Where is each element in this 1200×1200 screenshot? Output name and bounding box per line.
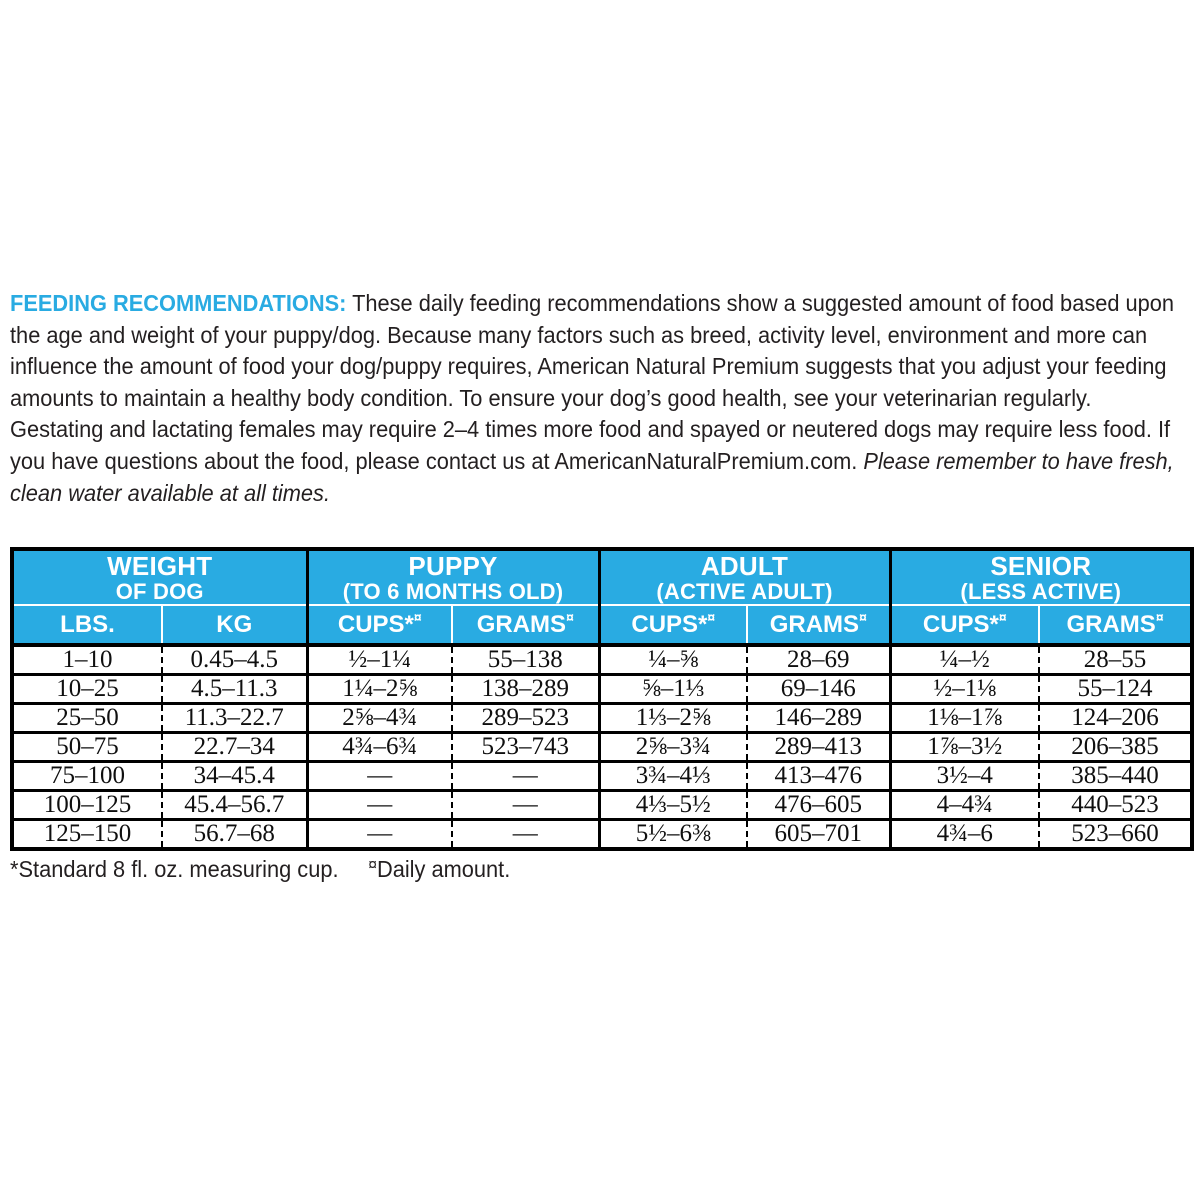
table-cell: 3½–4 — [890, 762, 1039, 791]
table-cell: 146–289 — [747, 704, 890, 733]
table-group-header-row — [12, 549, 1192, 605]
table-cell: 523–660 — [1039, 820, 1192, 850]
footnote-marker: ¤ — [413, 608, 422, 625]
table-cell: 28–69 — [747, 645, 890, 675]
table-cell: 0.45–4.5 — [162, 645, 307, 675]
table-cell: 1⅛–1⅞ — [890, 704, 1039, 733]
table-cell: 45.4–56.7 — [162, 791, 307, 820]
table-cell: 2⅝–4¾ — [307, 704, 452, 733]
cup-footnote: *Standard 8 fl. oz. measuring cup. — [10, 856, 339, 882]
table-cell: 440–523 — [1039, 791, 1192, 820]
table-cell: 385–440 — [1039, 762, 1192, 791]
table-cell: 34–45.4 — [162, 762, 307, 791]
group-title-senior: SENIOR — [990, 551, 1092, 581]
paragraph-text — [10, 288, 1190, 509]
table-cell: 22.7–34 — [162, 733, 307, 762]
table-cell: 50–75 — [12, 733, 162, 762]
group-subtitle-puppy: (TO 6 MONTHS OLD) — [342, 579, 564, 604]
table-cell: — — [307, 820, 452, 850]
table-cell: 69–146 — [747, 675, 890, 704]
table-cell: 476–605 — [747, 791, 890, 820]
group-title-adult: ADULT — [700, 551, 789, 581]
daily-footnote-text: Daily amount. — [376, 856, 511, 882]
table-cell: ¼–½ — [890, 645, 1039, 675]
table-cell: — — [452, 791, 599, 820]
table-row — [12, 733, 1192, 762]
table-row — [12, 820, 1192, 850]
table-cell: 413–476 — [747, 762, 890, 791]
table-cell: 605–701 — [747, 820, 890, 850]
table-cell: — — [307, 791, 452, 820]
col-group-senior — [890, 549, 1192, 605]
table-cell: 138–289 — [452, 675, 599, 704]
col-senior-grams — [1039, 605, 1192, 645]
group-title-puppy: PUPPY — [408, 551, 498, 581]
table-cell: 289–523 — [452, 704, 599, 733]
subheader-label: GRAMS — [1066, 610, 1156, 638]
footnote-marker: ¤ — [1155, 608, 1164, 625]
table-row — [12, 704, 1192, 733]
daily-footnote — [368, 856, 510, 882]
col-group-adult — [599, 549, 890, 605]
col-puppy-cups — [307, 605, 452, 645]
feeding-table — [10, 547, 1194, 851]
table-cell: 55–138 — [452, 645, 599, 675]
table-cell: 55–124 — [1039, 675, 1192, 704]
table-cell: 1⅞–3½ — [890, 733, 1039, 762]
table-cell: 124–206 — [1039, 704, 1192, 733]
table-cell: 56.7–68 — [162, 820, 307, 850]
table-cell: 25–50 — [12, 704, 162, 733]
col-senior-cups — [890, 605, 1039, 645]
subheader-label: CUPS* — [631, 610, 708, 638]
table-cell: 4¾–6¾ — [307, 733, 452, 762]
table-row — [12, 762, 1192, 791]
table-cell: ¼–⅝ — [599, 645, 747, 675]
table-cell: 4¾–6 — [890, 820, 1039, 850]
subheader-label: GRAMS — [476, 610, 567, 638]
table-cell: ⅝–1⅓ — [599, 675, 747, 704]
table-cell: 4.5–11.3 — [162, 675, 307, 704]
subheader-label: CUPS* — [922, 610, 999, 638]
table-cell: 5½–6⅜ — [599, 820, 747, 850]
table-cell: ½–1¼ — [307, 645, 452, 675]
feeding-table-body — [12, 645, 1192, 849]
paragraph-body: These daily feeding recommendations show a suggested amount of food based upon the age and weight of your puppy/dog. Because many factors such as breed, activity level, environment and more can influence the amount of food your dog/puppy requires, American Natural Premium suggests that you adjust your feeding amounts to maintain a healthy body condition. To ensure your dog’s good health, see your veterinarian regularly. Gestating and lactating females may require 2–4 times more food and spayed or neutered dogs may require less food. If you have questions about the food, please contact us at AmericanNaturalPremium.com. — [10, 290, 1175, 474]
subheader-label: LBS. — [60, 610, 115, 638]
col-group-weight — [12, 549, 307, 605]
table-cell: 3¾–4⅓ — [599, 762, 747, 791]
subheader-label: GRAMS — [769, 610, 860, 638]
table-cell: 11.3–22.7 — [162, 704, 307, 733]
group-subtitle-adult: (ACTIVE ADULT) — [656, 579, 833, 604]
table-cell: — — [452, 820, 599, 850]
subheader-label: CUPS* — [337, 610, 414, 638]
table-cell: 100–125 — [12, 791, 162, 820]
footnote-marker: ¤ — [859, 608, 867, 625]
table-subheader-row — [12, 605, 1192, 645]
table-cell: — — [452, 762, 599, 791]
col-group-puppy — [307, 549, 599, 605]
footnote-text — [10, 856, 1190, 883]
table-row — [12, 645, 1192, 675]
group-title-weight: WEIGHT — [107, 551, 213, 581]
table-cell: 4–4¾ — [890, 791, 1039, 820]
col-adult-grams — [747, 605, 890, 645]
table-cell: 1⅓–2⅝ — [599, 704, 747, 733]
table-cell: — — [307, 762, 452, 791]
footnote-marker: ¤ — [998, 608, 1007, 625]
footnote-marker: ¤ — [566, 608, 574, 625]
footnotes — [10, 856, 1190, 883]
table-cell: 523–743 — [452, 733, 599, 762]
table-cell: 206–385 — [1039, 733, 1192, 762]
group-subtitle-weight: OF DOG — [115, 579, 204, 604]
table-row — [12, 675, 1192, 704]
col-puppy-grams — [452, 605, 599, 645]
table-cell: 4⅓–5½ — [599, 791, 747, 820]
water-reminder-note: Please remember to have fresh, clean water available at all times. — [10, 447, 1174, 506]
table-cell: 1–10 — [12, 645, 162, 675]
col-kg — [162, 605, 307, 645]
col-lbs — [12, 605, 162, 645]
table-cell: 75–100 — [12, 762, 162, 791]
table-cell: 2⅝–3¾ — [599, 733, 747, 762]
table-cell: 10–25 — [12, 675, 162, 704]
footnote-marker: ¤ — [707, 608, 716, 625]
subheader-label: KG — [216, 610, 253, 638]
table-cell: 1¼–2⅝ — [307, 675, 452, 704]
table-cell: 125–150 — [12, 820, 162, 850]
col-adult-cups — [599, 605, 747, 645]
feeding-recommendations-label: FEEDING RECOMMENDATIONS: — [10, 290, 347, 316]
table-cell: 28–55 — [1039, 645, 1192, 675]
table-cell: 289–413 — [747, 733, 890, 762]
feeding-recommendations-paragraph — [10, 288, 1190, 509]
group-subtitle-senior: (LESS ACTIVE) — [960, 579, 1122, 604]
currency-footnote-marker: ¤ — [368, 855, 377, 874]
table-cell: ½–1⅛ — [890, 675, 1039, 704]
table-row — [12, 791, 1192, 820]
